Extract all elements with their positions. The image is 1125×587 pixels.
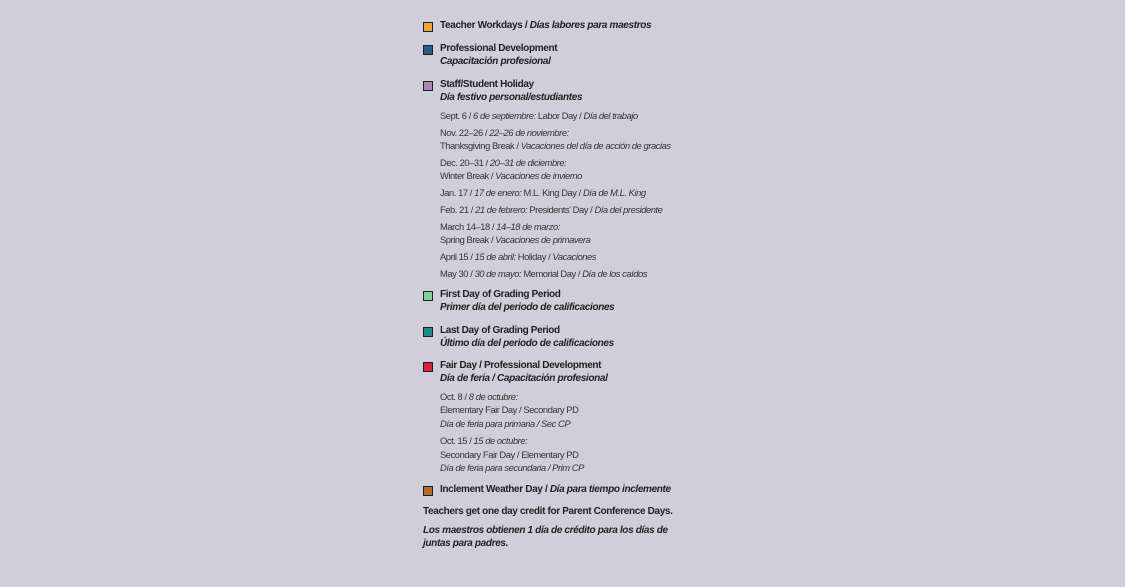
last-day-grading-es: Último día del periodo de calificaciones xyxy=(440,338,614,349)
fair-day-swatch xyxy=(423,362,433,372)
legend-first-day-grading xyxy=(423,288,723,315)
holiday-ml-king-day: Jan. 17 / 17 de enero: M.L. King Day / Día de M.L. King xyxy=(440,186,646,198)
fair-day-oct-15: Oct. 15 / 15 de octubre: Secondary Fair Day / Elementary PD Día de feria para secundaria / Prim CP xyxy=(440,435,584,473)
last-day-grading-swatch xyxy=(423,327,433,337)
legend-teacher-workdays xyxy=(423,19,723,33)
professional-development-en: Professional Development xyxy=(440,42,558,54)
first-day-grading-en: First Day of Grading Period xyxy=(440,288,561,300)
legend-staff-holiday xyxy=(423,78,723,280)
staff-holiday-en: Staff/Student Holiday xyxy=(440,78,534,90)
professional-development-swatch xyxy=(423,45,433,55)
legend-inclement-weather xyxy=(423,483,723,497)
fair-day-en: Fair Day / Professional Development xyxy=(440,359,602,371)
fair-day-oct-8: Oct. 8 / 8 de octubre: Elementary Fair Day / Secondary PD Día de feria para primaria / Sec CP xyxy=(440,390,579,429)
holiday-labor-day: Sept. 6 / 6 de septiembre: Labor Day / Día del trabajo xyxy=(440,109,638,121)
first-day-grading-es: Primer día del periodo de calificaciones xyxy=(440,302,615,313)
holiday-april-15: April 15 / 15 de abril: Holiday / Vacaciones xyxy=(440,250,597,262)
note-en: Teachers get one day credit for Parent Conference Days. xyxy=(423,506,673,517)
first-day-grading-swatch xyxy=(423,291,433,301)
professional-development-es: Capacitación profesional xyxy=(440,56,551,67)
staff-holiday-es: Día festivo personal/estudiantes xyxy=(440,92,583,103)
teacher-workdays-swatch xyxy=(423,22,433,32)
teacher-workdays-en: Teacher Workdays xyxy=(440,20,523,31)
holiday-thanksgiving: Nov. 22–26 / 22–26 de noviembre: Thanksgiving Break / Vacaciones del día de acción de gracias xyxy=(440,126,671,151)
teacher-workdays-es: Días labores para maestros xyxy=(529,20,652,31)
fair-day-es: Día de feria / Capacitación profesional xyxy=(440,373,608,384)
inclement-weather-heading xyxy=(440,483,723,497)
holiday-spring-break: March 14–18 / 14–18 de marzo: Spring Break / Vacaciones de primavera xyxy=(440,220,591,245)
legend-professional-development xyxy=(423,42,723,69)
separator: / xyxy=(542,483,550,495)
holiday-winter-break: Dec. 20–31 / 20–31 de diciembre: Winter Break / Vacaciones de invierno xyxy=(440,156,582,181)
separator: / xyxy=(522,20,530,31)
inclement-weather-es: Día para tiempo inclemente xyxy=(549,483,671,495)
staff-holiday-swatch xyxy=(423,81,433,91)
legend-fair-day xyxy=(423,359,723,475)
inclement-weather-swatch xyxy=(423,486,433,496)
last-day-grading-en: Last Day of Grading Period xyxy=(440,324,560,336)
calendar-legend xyxy=(423,19,723,550)
note-es: Los maestros obtienen 1 día de crédito para los días de juntas para padres. xyxy=(423,525,668,549)
teacher-workdays-heading xyxy=(440,19,723,33)
holiday-presidents-day: Feb. 21 / 21 de febrero: Presidents' Day / Día del presidente xyxy=(440,203,663,215)
inclement-weather-en: Inclement Weather Day xyxy=(440,483,543,495)
legend-last-day-grading xyxy=(423,324,723,351)
holiday-memorial-day: May 30 / 30 de mayo: Memorial Day / Día de los caídos xyxy=(440,267,648,279)
